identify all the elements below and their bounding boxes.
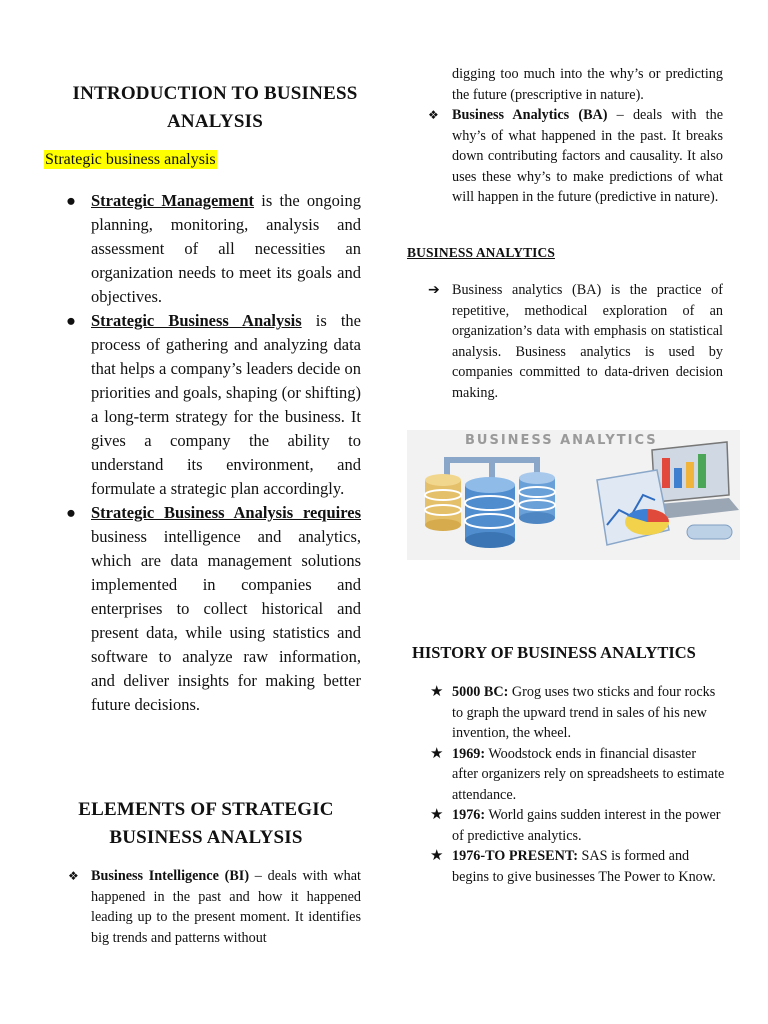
title-line-1: INTRODUCTION TO BUSINESS <box>72 83 358 104</box>
star-bullet-icon: ★ <box>430 805 444 823</box>
list-item: ★ 1969: Woodstock ends in financial disaster after organizers rely on spreadsheets to estimate attendance. <box>430 743 725 803</box>
illustration-graphic <box>407 430 740 560</box>
business-analytics-illustration <box>407 430 740 560</box>
title-line-2: ANALYSIS <box>167 111 263 132</box>
elements-title: ELEMENTS OF STRATEGIC BUSINESS ANALYSIS <box>78 799 334 848</box>
arrow-bullet-icon: ➔ <box>428 282 440 298</box>
illustration-caption: BUSINESS ANALYTICS <box>465 433 658 448</box>
list-item: ★ 1976-TO PRESENT: SAS is formed and begins to give businesses The Power to Know. <box>430 846 716 885</box>
database-icon <box>425 474 461 531</box>
section-title-business-analytics: BUSINESS ANALYTICS <box>407 245 555 260</box>
ba-item: ❖ Business Analytics (BA) – deals with the why’s of what happened in the past. It breaks down contributing factors and causality. It also uses these why’s to make predictions of what will happen in the future (predictive in nature). <box>428 107 723 205</box>
diamond-bullet-icon: ❖ <box>68 869 79 883</box>
star-bullet-icon: ★ <box>430 682 444 700</box>
list-item: ★ 5000 BC: Grog uses two sticks and four rocks to graph the upward trend in sales of his new invention, the wheel. <box>430 682 716 741</box>
history-list <box>430 682 725 887</box>
bullet-dot-icon: ● <box>66 191 76 210</box>
database-icon <box>519 472 555 524</box>
bullet-dot-icon: ● <box>66 311 76 330</box>
page-title <box>40 80 390 136</box>
bullet-dot-icon: ● <box>66 503 76 522</box>
star-bullet-icon: ★ <box>430 846 444 864</box>
history-title: HISTORY OF BUSINESS ANALYTICS <box>412 643 696 662</box>
list-item: ★ 1976: World gains sudden interest in the power of predictive analytics. <box>430 805 721 844</box>
intro-bullet-list <box>66 189 361 717</box>
highlighted-subtitle: Strategic business analysis <box>45 151 216 168</box>
star-bullet-icon: ★ <box>430 743 444 762</box>
database-icon <box>465 477 515 548</box>
list-item: ● Strategic Business Analysis is the process of gathering and analyzing data that helps a company’s leaders decide on priorities and goals, shaping (or shifting) a long-term strategy for the business. It gives a company the ability to understand its environment, and formulate a strategic plan accordingly. <box>66 311 361 498</box>
pie-chart-icon <box>625 509 669 535</box>
list-item: ● Strategic Business Analysis requires business intelligence and analytics, which are data management solutions implemented in companies and enterprises to collect historical and present data, while using statistics and software to analyze raw information, and deliver insights for making better future decisions. <box>66 503 361 714</box>
bi-continued: digging too much into the why’s or predicting the future (prescriptive in nature). <box>452 66 723 103</box>
list-item: ● Strategic Management is the ongoing planning, monitoring, analysis and assessment of all necessities an organization needs to meet its goals and objectives. <box>66 191 361 306</box>
bi-item: ❖ Business Intelligence (BI) – deals with what happened in the past and how it happened leading up to the present moment. It identifies big trends and patterns without <box>68 868 361 946</box>
diamond-bullet-icon: ❖ <box>428 108 439 122</box>
ba-definition: ➔ Business analytics (BA) is the practice of repetitive, methodical exploration of an organization’s data with emphasis on statistical analysis. Business analytics is used by companies committed to data-driven decision making. <box>428 282 723 401</box>
